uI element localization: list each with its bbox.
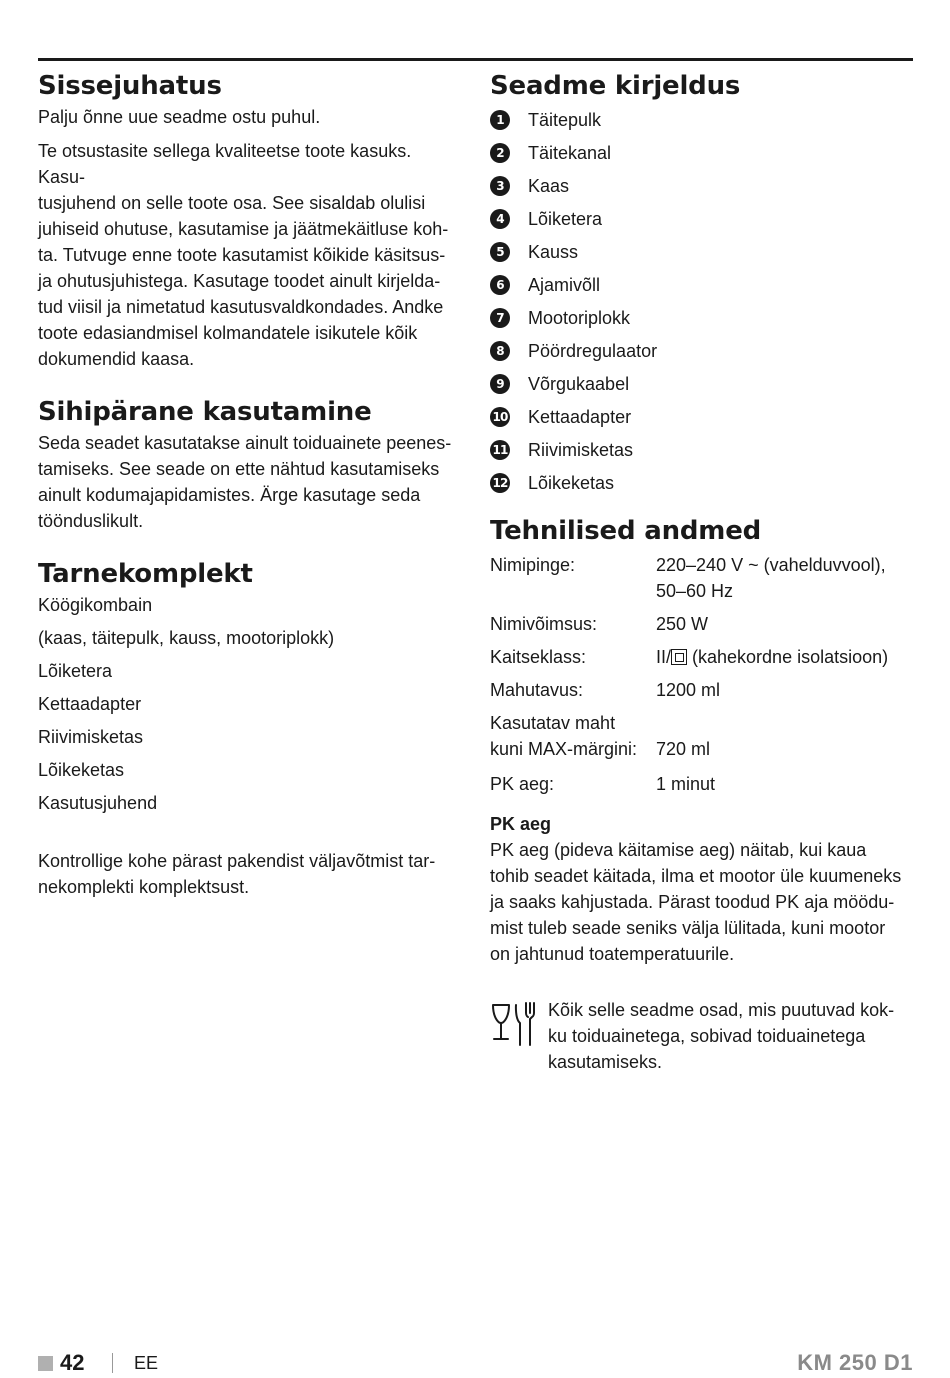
technical-data-section	[490, 513, 913, 1075]
intro-paragraph	[38, 138, 460, 372]
device-part-item	[490, 470, 913, 496]
intro-greeting: Palju õnne uue seadme ostu puhul.	[38, 107, 321, 127]
delivery-item: Köögikombain	[38, 595, 153, 615]
number-badge: 10	[490, 407, 510, 427]
double-insulation-icon	[671, 649, 687, 665]
food-line: kasutamiseks.	[548, 1052, 663, 1072]
spec-value	[656, 644, 913, 670]
device-part-item	[490, 140, 913, 166]
number-badge: 12	[490, 473, 510, 493]
device-parts-list	[490, 107, 913, 496]
pk-line: tohib seadet käitada, ilma et mootor üle kuumeneks	[490, 866, 902, 886]
pk-line: ja saaks kahjustada. Pärast toodud PK aja möödu-	[490, 892, 895, 912]
intro-line: ja ohutusjuhistega. Kasutage toodet ainult kirjelda-	[38, 271, 441, 291]
intro-line: ta. Tutvuge enne toote kasutamist kõikide käsitsus-	[38, 245, 446, 265]
spec-label	[490, 710, 656, 762]
intro-section	[38, 68, 460, 372]
spec-label: Mahutavus:	[490, 680, 584, 700]
intro-line: dokumendid kaasa.	[38, 349, 195, 369]
intended-line: tamiseks. See seade on ette nähtud kasutamiseks	[38, 459, 440, 479]
delivery-section	[38, 556, 460, 900]
spec-label-line: Kasutatav maht	[490, 713, 616, 733]
device-part-label: Riivimisketas	[528, 439, 634, 460]
food-line: ku toiduainetega, sobivad toiduainetega	[548, 1026, 866, 1046]
device-description-title: Seadme kirjeldus	[490, 71, 741, 101]
intro-line: tusjuhend on selle toote osa. See sisaldab olulisi	[38, 193, 426, 213]
food-safe-text	[548, 997, 894, 1075]
spec-value: 250 W	[656, 614, 709, 634]
pk-line: mist tuleb seade seniks välja lülitada, kuni mootor	[490, 918, 886, 938]
number-badge: 6	[490, 275, 510, 295]
spec-value-line: 220–240 V ~ (vahelduvvool),	[656, 555, 886, 575]
right-column	[490, 68, 913, 1075]
intro-line: tud viisil ja nimetatud kasutusvaldkondades. Andke	[38, 297, 444, 317]
food-safe-icon	[490, 999, 536, 1051]
spec-value: 1200 ml	[656, 680, 721, 700]
spec-value-prefix: II/	[656, 647, 672, 667]
delivery-item: Lõikeketas	[38, 760, 125, 780]
spec-row-capacity	[490, 677, 913, 703]
number-badge: 3	[490, 176, 510, 196]
intended-line: tööndusl​ikult.	[38, 511, 144, 531]
number-badge: 8	[490, 341, 510, 361]
device-part-label: Lõiketera	[528, 208, 603, 229]
number-badge: 7	[490, 308, 510, 328]
device-part-label: Täitekanal	[528, 142, 612, 163]
spec-row-protection-class	[490, 644, 913, 670]
number-badge: 4	[490, 209, 510, 229]
device-part-item	[490, 206, 913, 232]
delivery-note	[38, 848, 460, 900]
pk-time-paragraph	[490, 837, 913, 967]
device-part-item	[490, 272, 913, 298]
model-number: KM 250 D1	[797, 1350, 913, 1375]
device-part-item	[490, 107, 913, 133]
spec-row-voltage	[490, 552, 913, 604]
delivery-item: Riivimisketas	[38, 727, 144, 747]
food-line: Kõik selle seadme osad, mis puutuvad kok-	[548, 1000, 895, 1020]
device-part-label: Täitepulk	[528, 109, 602, 130]
device-description-section	[490, 68, 913, 496]
top-rule	[38, 58, 913, 61]
spec-label: Nimivõimsus:	[490, 614, 598, 634]
delivery-item: Lõiketera	[38, 661, 113, 681]
number-badge: 1	[490, 110, 510, 130]
spec-value: 720 ml	[656, 739, 711, 759]
device-part-label: Lõikeketas	[528, 472, 615, 493]
food-safe-notice	[490, 997, 913, 1075]
delivery-note-line: nekomplekti komplektsust.	[38, 877, 250, 897]
intended-use-section	[38, 394, 460, 534]
pk-line: PK aeg (pideva käitamise aeg) näitab, kui kaua	[490, 840, 867, 860]
number-badge: 11	[490, 440, 510, 460]
pk-line: on jahtunud toatemperatuurile.	[490, 944, 735, 964]
device-part-label: Kettaadapter	[528, 406, 632, 427]
page-number: 42	[60, 1350, 85, 1375]
device-part-item	[490, 437, 913, 463]
device-part-label: Kauss	[528, 241, 579, 262]
delivery-item: Kettaadapter	[38, 694, 142, 714]
delivery-item: Kasutusjuhend	[38, 793, 158, 813]
delivery-title: Tarnekomplekt	[38, 559, 253, 589]
device-part-label: Mootoriplokk	[528, 307, 631, 328]
spec-label: Kaitseklass:	[490, 647, 587, 667]
spec-label-line: kuni MAX-märgini:	[490, 739, 638, 759]
spec-label: PK aeg:	[490, 774, 555, 794]
delivery-item: (kaas, täitepulk, kauss, mootoriplokk)	[38, 628, 335, 648]
spec-row-power	[490, 611, 913, 637]
spec-value-suffix: (kahekordne isolatsioon)	[687, 647, 889, 667]
intended-line: ainult kodumajapidamistes. Ärge kasutage seda	[38, 485, 421, 505]
device-part-item	[490, 173, 913, 199]
spec-value: 1 minut	[656, 774, 716, 794]
spec-row-usable-volume	[490, 710, 913, 762]
device-part-item	[490, 305, 913, 331]
language-code: EE	[134, 1353, 159, 1373]
delivery-list	[38, 592, 460, 816]
delivery-note-line: Kontrollige kohe pärast pakendist väljavõtmist tar-	[38, 851, 436, 871]
technical-data-title: Tehnilised andmed	[490, 516, 762, 546]
device-part-label: Kaas	[528, 175, 570, 196]
device-part-item	[490, 338, 913, 364]
device-part-item	[490, 371, 913, 397]
spec-table	[490, 552, 913, 797]
intro-line: Te otsustasite sellega kvaliteetse toote kasuks. Kasu-	[38, 141, 412, 187]
spec-value	[656, 552, 913, 604]
intro-line: toote edasiandmisel kolmandatele isikutele kõik	[38, 323, 418, 343]
device-part-item	[490, 404, 913, 430]
device-part-label: Pöördregulaator	[528, 340, 658, 361]
number-badge: 9	[490, 374, 510, 394]
spec-row-pk-time	[490, 771, 913, 797]
intro-title: Sissejuhatus	[38, 71, 222, 101]
intended-line: Seda seadet kasutatakse ainult toiduainete peenes-	[38, 433, 452, 453]
pk-time-heading: PK aeg	[490, 814, 552, 834]
device-part-label: Võrgukaabel	[528, 373, 630, 394]
number-badge: 5	[490, 242, 510, 262]
footer-divider	[112, 1353, 113, 1373]
intro-line: juhiseid ohutuse, kasutamise ja jäätmekäitluse koh-	[38, 219, 449, 239]
spec-value-line: 50–60 Hz	[656, 581, 734, 601]
spec-label: Nimipinge:	[490, 555, 576, 575]
intended-use-title: Sihipärane kasutamine	[38, 397, 372, 427]
device-part-item	[490, 239, 913, 265]
number-badge: 2	[490, 143, 510, 163]
device-part-label: Ajamivõll	[528, 274, 601, 295]
footer-square-marker	[38, 1356, 53, 1371]
left-column	[38, 68, 460, 900]
